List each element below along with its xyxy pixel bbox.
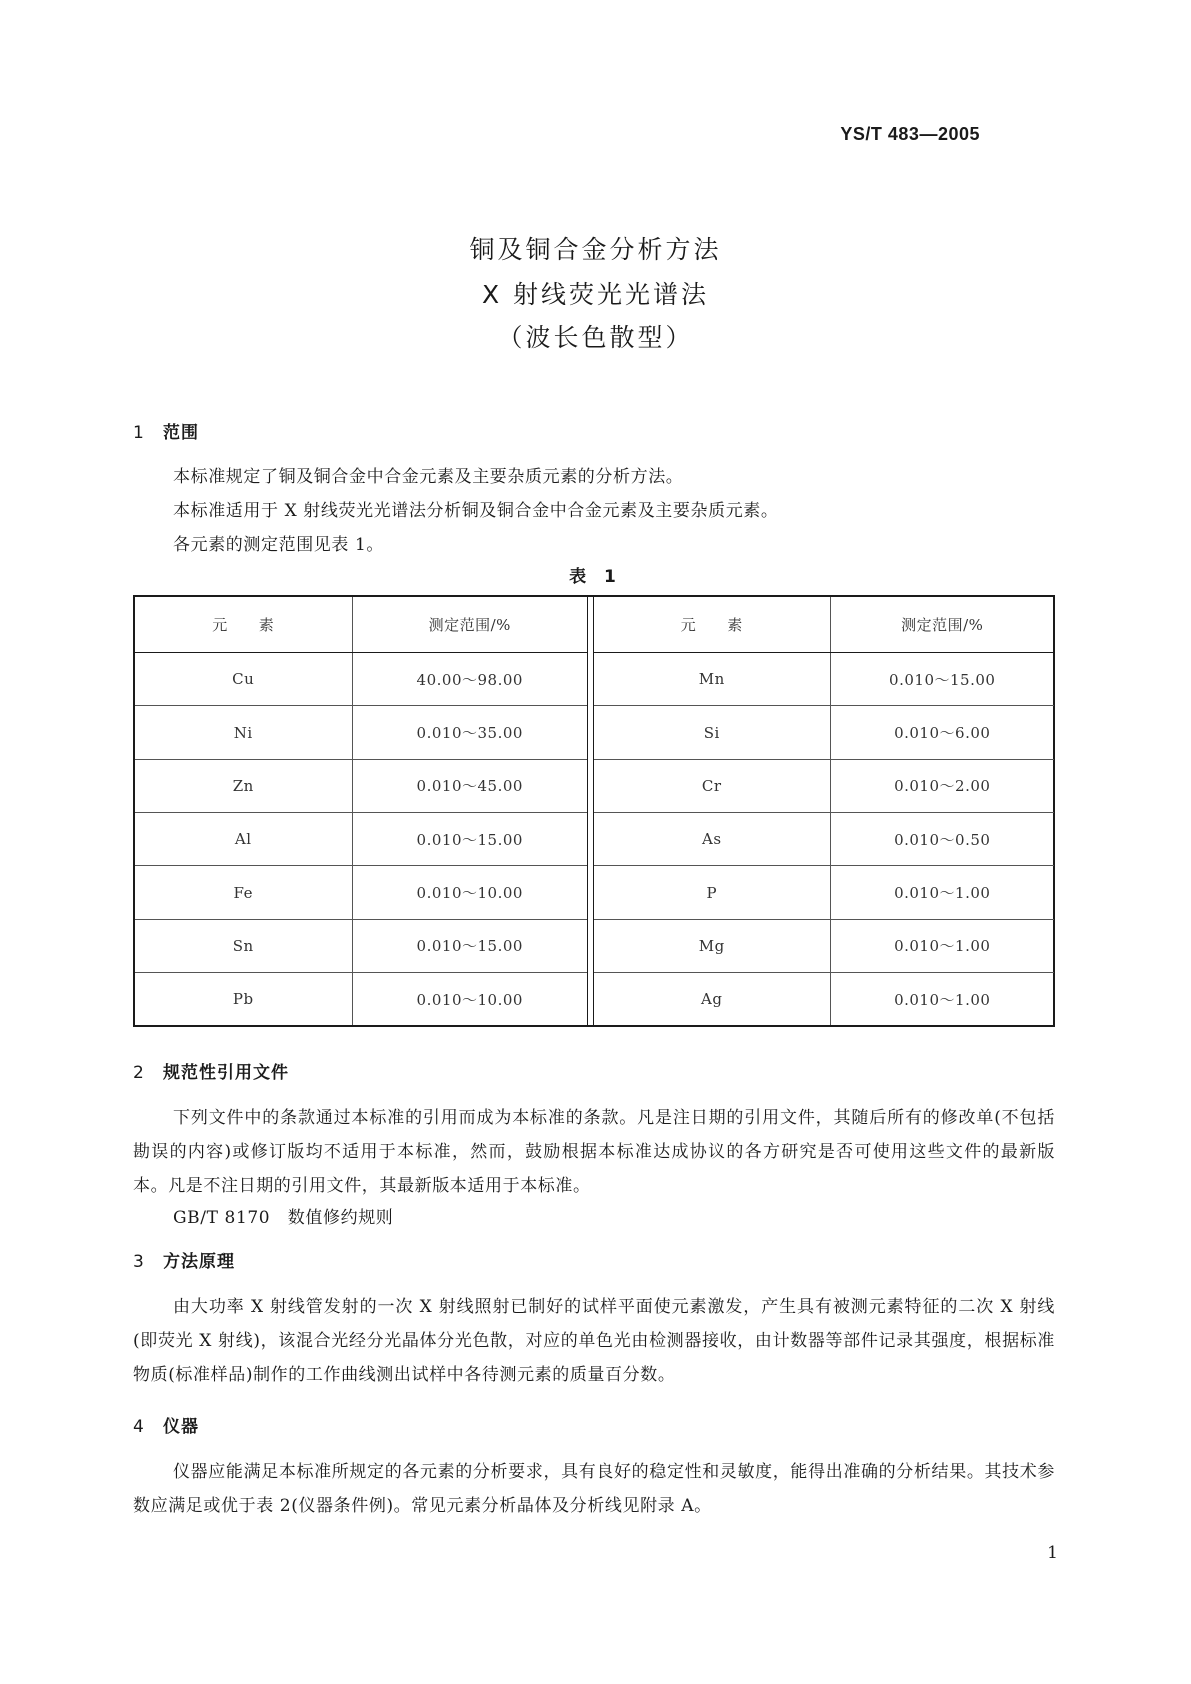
table-row <box>594 759 1054 812</box>
cell-range: 0.010～1.00 <box>830 866 1054 919</box>
table-row <box>135 706 587 759</box>
header-range: 测定范围/% <box>352 597 587 653</box>
table-header-row <box>135 597 587 653</box>
section-title: 仪器 <box>163 1417 199 1437</box>
cell-range: 0.010～10.00 <box>352 866 587 919</box>
document-subtitle: X 射线荧光光谱法 <box>481 280 710 309</box>
reference-entry: GB/T 8170 数值修约规则 <box>173 1208 394 1228</box>
cell-range: 0.010～15.00 <box>352 813 587 866</box>
paragraph <box>133 1101 1055 1203</box>
table-row <box>135 813 587 866</box>
cell-element: Pb <box>135 973 352 1025</box>
section-heading-apparatus <box>133 1412 199 1437</box>
table-row <box>594 653 1054 706</box>
cell-element: Sn <box>135 919 352 972</box>
cell-range: 40.00～98.00 <box>352 653 587 706</box>
section-title: 方法原理 <box>163 1252 235 1272</box>
cell-element: P <box>594 866 830 919</box>
cell-element: Mn <box>594 653 830 706</box>
table-row <box>594 919 1054 972</box>
paragraph-text: 由大功率 X 射线管发射的一次 X 射线照射已制好的试样平面使元素激发，产生具有被测元素特征的二次 X 射线(即荧光 X 射线)，该混合光经分光晶体分光色散，对应的单色光由检测器接收，由计数器等部件记录其强度，根据标准物质(标准样品)制作的工作曲线测出试样中各待测元素的质量百分数。 <box>133 1297 1055 1385</box>
table-row <box>594 813 1054 866</box>
section-heading-principle <box>133 1247 235 1272</box>
table-header-row <box>594 597 1054 653</box>
section-number: 1 <box>133 423 145 443</box>
cell-range: 0.010～1.00 <box>894 990 991 1009</box>
cell-element: Ag <box>594 973 830 1025</box>
table-row <box>135 653 587 706</box>
cell-element: Fe <box>135 866 352 919</box>
cell-range: 0.010～45.00 <box>352 759 587 812</box>
header-element: 元 素 <box>135 597 352 653</box>
document-title: 铜及铜合金分析方法 <box>469 235 722 264</box>
document-subtitle-type: （波长色散型） <box>497 323 694 352</box>
range-table-left <box>135 597 588 1025</box>
range-table <box>133 595 1055 1027</box>
paragraph <box>133 1290 1055 1392</box>
section-heading-normative-references <box>133 1058 289 1083</box>
cell-range: 0.010～10.00 <box>416 990 523 1009</box>
standard-code: YS/T 483—2005 <box>840 124 980 144</box>
range-table-right <box>593 597 1054 1025</box>
paragraph-line: 本标准规定了铜及铜合金中合金元素及主要杂质元素的分析方法。 <box>173 467 684 487</box>
cell-range: 0.010～6.00 <box>830 706 1054 759</box>
paragraph-text: 仪器应能满足本标准所规定的各元素的分析要求，具有良好的稳定性和灵敏度，能得出准确的分析结果。其技术参数应满足或优于表 2(仪器条件例)。常见元素分析晶体及分析线见附录 A。 <box>133 1462 1055 1516</box>
table-row <box>594 973 1054 1025</box>
section-number: 2 <box>133 1063 145 1083</box>
table-row <box>135 973 587 1025</box>
page-number: 1 <box>1047 1543 1058 1563</box>
cell-element: Mg <box>594 919 830 972</box>
cell-element: Cr <box>594 759 830 812</box>
paragraph <box>133 1455 1055 1523</box>
cell-range: 0.010～0.50 <box>830 813 1054 866</box>
cell-element: As <box>594 813 830 866</box>
section-heading-scope <box>133 418 199 443</box>
table-row <box>135 759 587 812</box>
cell-range: 0.010～35.00 <box>352 706 587 759</box>
cell-range: 0.010～15.00 <box>830 653 1054 706</box>
section-title: 规范性引用文件 <box>163 1063 289 1083</box>
table-row <box>135 866 587 919</box>
paragraph-line: 各元素的测定范围见表 1。 <box>173 535 385 555</box>
table-row <box>135 919 587 972</box>
cell-element: Si <box>594 706 830 759</box>
section-number: 3 <box>133 1252 145 1272</box>
header-range: 测定范围/% <box>830 597 1054 653</box>
paragraph-text: 下列文件中的条款通过本标准的引用而成为本标准的条款。凡是注日期的引用文件，其随后所有的修改单(不包括勘误的内容)或修订版均不适用于本标准，然而，鼓励根据本标准达成协议的各方研究是否可使用这些文件的最新版本。凡是不注日期的引用文件，其最新版本适用于本标准。 <box>133 1108 1055 1196</box>
cell-range: 0.010～15.00 <box>352 919 587 972</box>
cell-element: Ni <box>135 706 352 759</box>
table-caption: 表 1 <box>569 567 622 587</box>
cell-range: 0.010～2.00 <box>830 759 1054 812</box>
section-number: 4 <box>133 1417 145 1437</box>
cell-element: Zn <box>135 759 352 812</box>
cell-range: 0.010～1.00 <box>830 919 1054 972</box>
section-title: 范围 <box>163 423 199 443</box>
header-element: 元 素 <box>594 597 830 653</box>
table-row <box>594 706 1054 759</box>
table-row <box>594 866 1054 919</box>
cell-element: Cu <box>135 653 352 706</box>
paragraph-line: 本标准适用于 X 射线荧光光谱法分析铜及铜合金中合金元素及主要杂质元素。 <box>173 501 779 521</box>
cell-element: Al <box>135 813 352 866</box>
